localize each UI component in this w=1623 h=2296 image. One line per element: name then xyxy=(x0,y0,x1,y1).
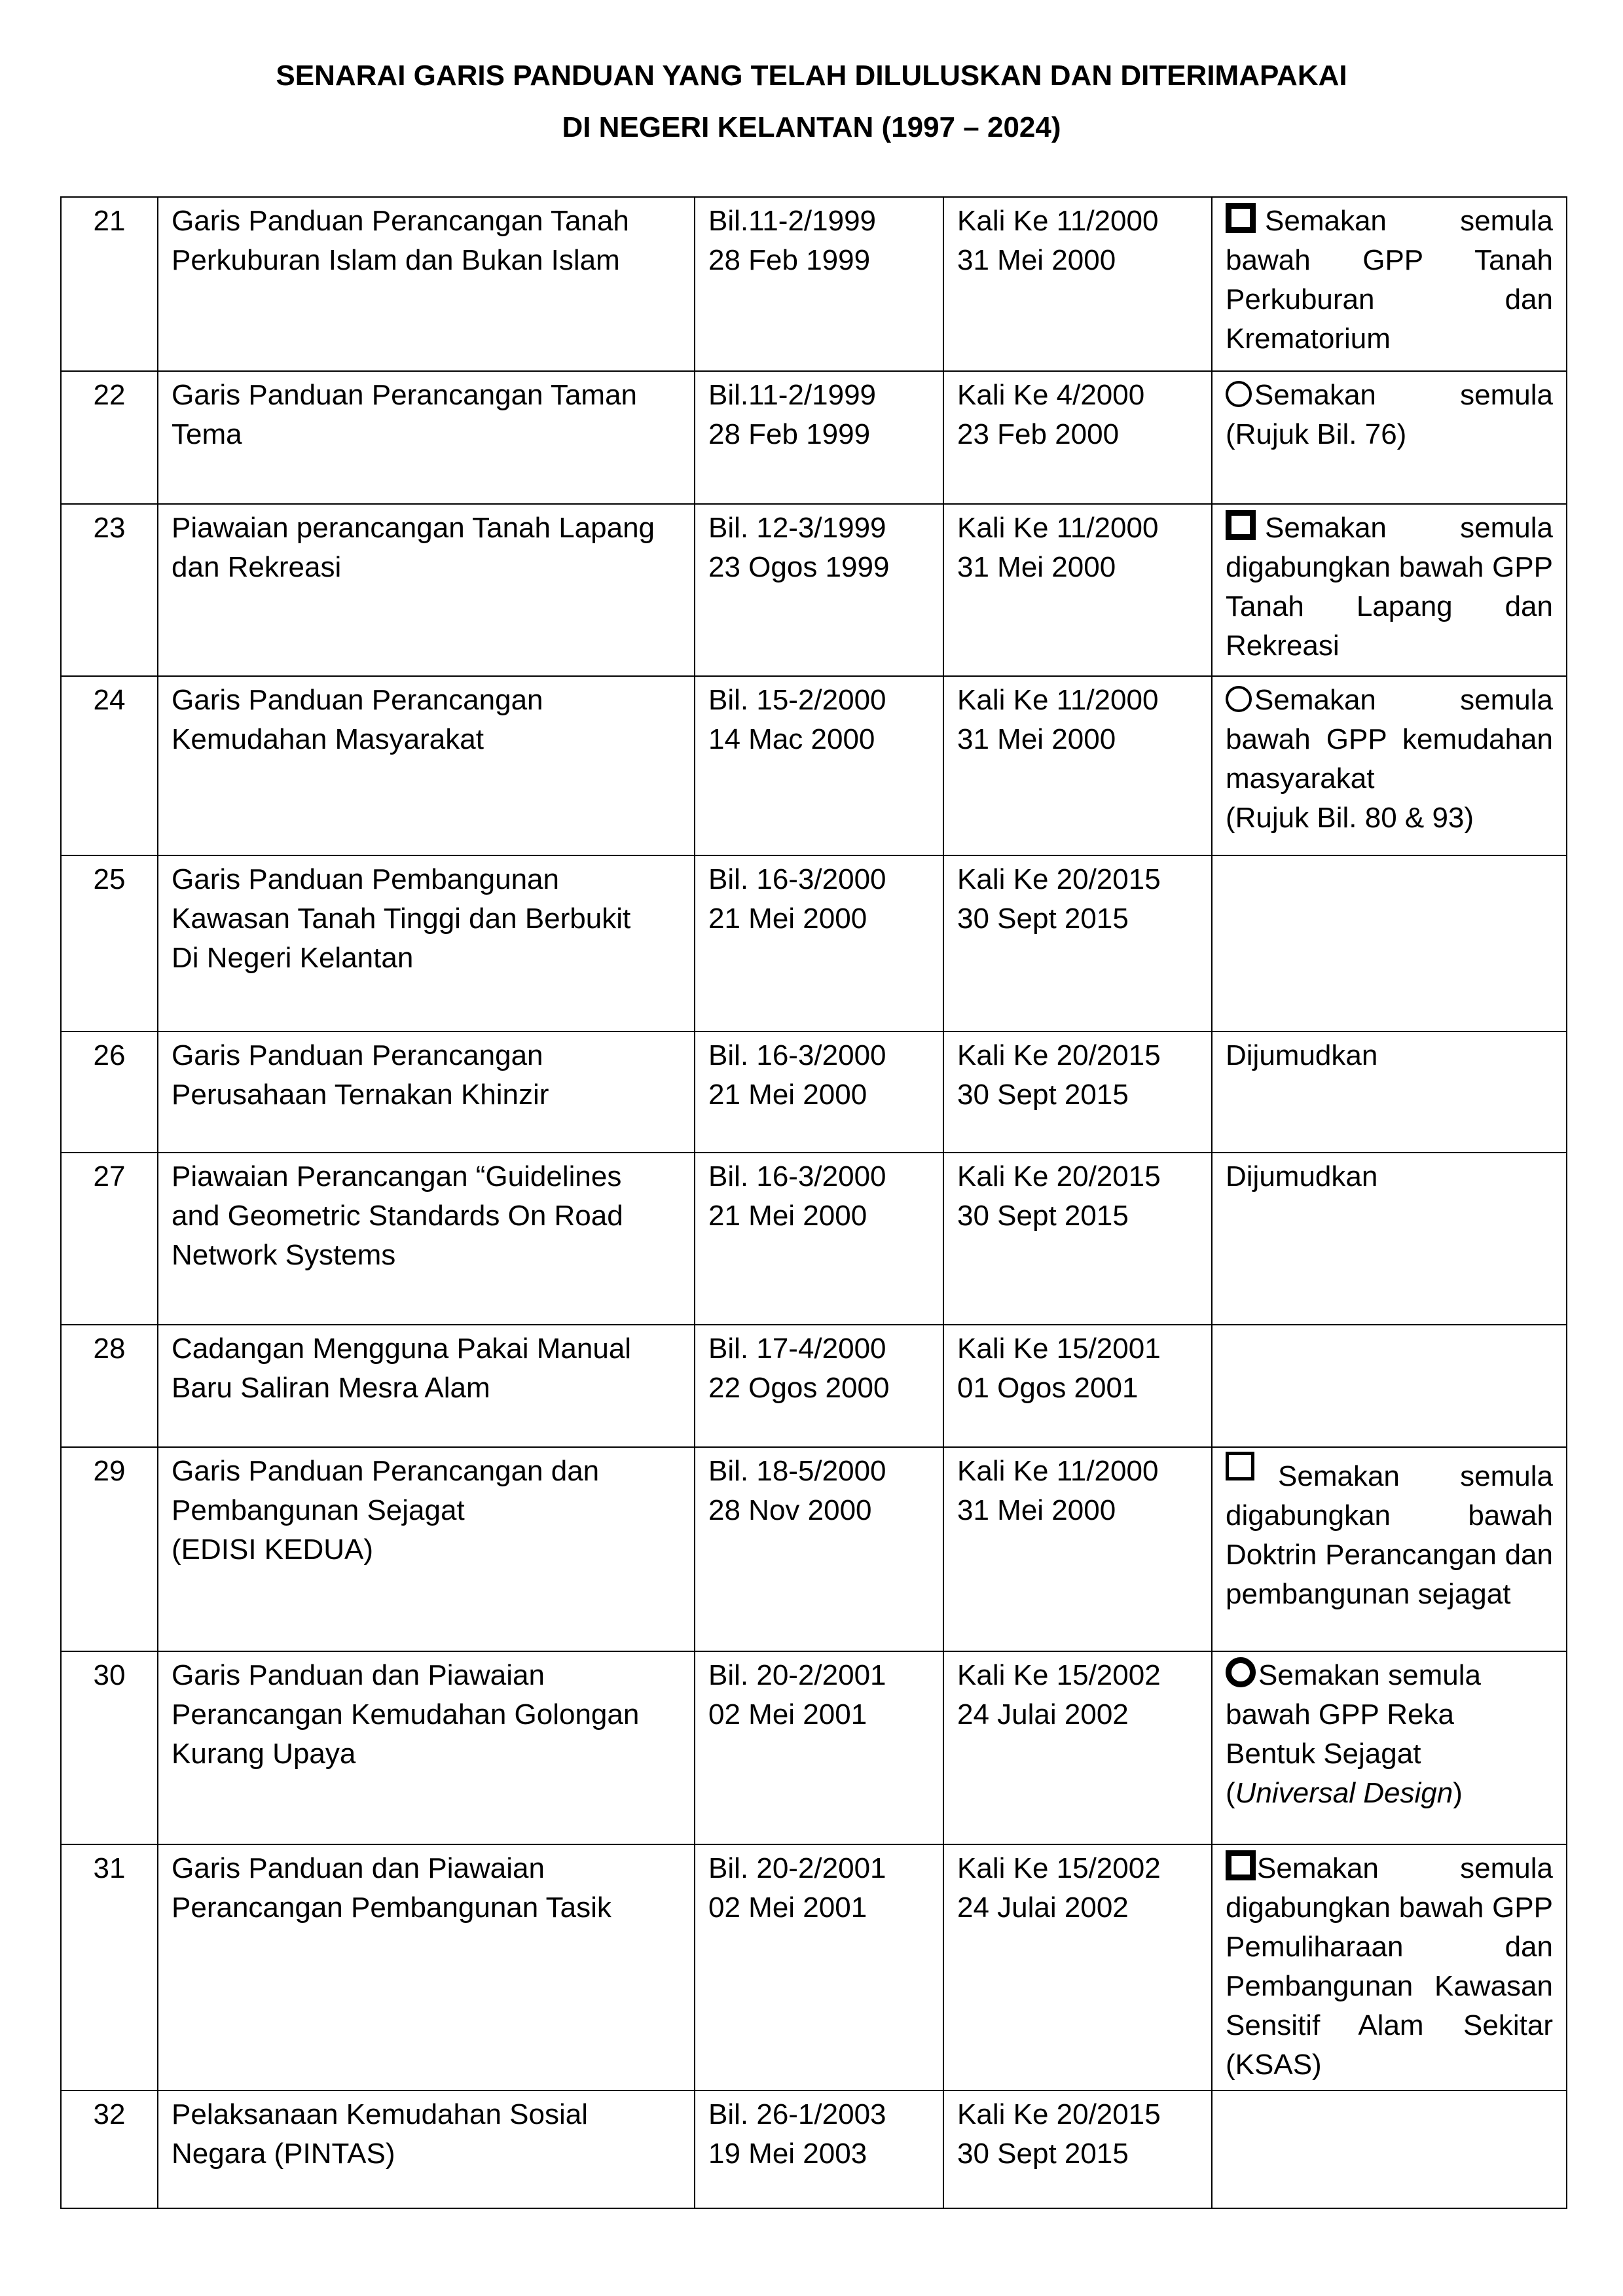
table-row xyxy=(61,1031,1567,1153)
document-title-line1: SENARAI GARIS PANDUAN YANG TELAH DILULUSKAN DAN DITERIMAPAKAI xyxy=(276,60,1347,92)
row-number: 21 xyxy=(61,197,158,371)
row-number: 27 xyxy=(61,1153,158,1325)
row-number: 24 xyxy=(61,676,158,855)
guideline-title: Garis Panduan Perancangan Perusahaan Ternakan Khinzir xyxy=(158,1031,695,1153)
approval-reference: Bil. 20-2/2001 02 Mei 2001 xyxy=(695,1844,943,2090)
circle-icon xyxy=(1226,381,1252,407)
approval-reference: Bil. 16-3/2000 21 Mei 2000 xyxy=(695,1153,943,1325)
remarks: Semakan semula digabungkan bawah Doktrin Perancangan dan pembangunan sejagat xyxy=(1212,1447,1567,1651)
guideline-title: Garis Panduan dan Piawaian Perancangan Pembangunan Tasik xyxy=(158,1844,695,2090)
guidelines-table xyxy=(60,196,1567,2209)
row-number: 30 xyxy=(61,1651,158,1844)
row-number: 32 xyxy=(61,2090,158,2208)
approval-reference: Bil. 26-1/2003 19 Mei 2003 xyxy=(695,2090,943,2208)
guideline-title: Garis Panduan Perancangan Taman Tema xyxy=(158,371,695,504)
row-number: 29 xyxy=(61,1447,158,1651)
approval-reference: Bil.11-2/1999 28 Feb 1999 xyxy=(695,371,943,504)
remarks: Semakan semula digabungkan bawah GPP Pemuliharaan dan Pembangunan Kawasan Sensitif Alam Sekitar (KSAS) xyxy=(1212,1844,1567,2090)
table-row xyxy=(61,1153,1567,1325)
row-number: 25 xyxy=(61,855,158,1031)
remarks xyxy=(1212,2090,1567,2208)
row-number: 26 xyxy=(61,1031,158,1153)
guideline-title: Garis Panduan Pembangunan Kawasan Tanah Tinggi dan Berbukit Di Negeri Kelantan xyxy=(158,855,695,1031)
row-number: 23 xyxy=(61,504,158,676)
meeting-reference: Kali Ke 11/2000 31 Mei 2000 xyxy=(943,1447,1212,1651)
table-row xyxy=(61,676,1567,855)
table-row xyxy=(61,2090,1567,2208)
meeting-reference: Kali Ke 20/2015 30 Sept 2015 xyxy=(943,1031,1212,1153)
guideline-title: Garis Panduan Perancangan Tanah Perkuburan Islam dan Bukan Islam xyxy=(158,197,695,371)
row-number: 22 xyxy=(61,371,158,504)
remarks: Dijumudkan xyxy=(1212,1153,1567,1325)
meeting-reference: Kali Ke 20/2015 30 Sept 2015 xyxy=(943,2090,1212,2208)
approval-reference: Bil. 17-4/2000 22 Ogos 2000 xyxy=(695,1325,943,1447)
row-number: 28 xyxy=(61,1325,158,1447)
outline-square-icon xyxy=(1226,1452,1254,1480)
remarks: Semakan semula bawah GPP Tanah Perkuburan dan Krematorium xyxy=(1212,197,1567,371)
table-row xyxy=(61,1447,1567,1651)
table-row xyxy=(61,197,1567,371)
meeting-reference: Kali Ke 15/2002 24 Julai 2002 xyxy=(943,1651,1212,1844)
meeting-reference: Kali Ke 11/2000 31 Mei 2000 xyxy=(943,676,1212,855)
meeting-reference: Kali Ke 20/2015 30 Sept 2015 xyxy=(943,1153,1212,1325)
document-title-line2: DI NEGERI KELANTAN (1997 – 2024) xyxy=(562,111,1061,143)
meeting-reference: Kali Ke 11/2000 31 Mei 2000 xyxy=(943,197,1212,371)
circle-icon xyxy=(1226,686,1252,712)
table-row xyxy=(61,504,1567,676)
approval-reference: Bil. 18-5/2000 28 Nov 2000 xyxy=(695,1447,943,1651)
remarks xyxy=(1212,1325,1567,1447)
guideline-title: Piawaian perancangan Tanah Lapang dan Rekreasi xyxy=(158,504,695,676)
guideline-title: Piawaian Perancangan “Guidelines and Geometric Standards On Road Network Systems xyxy=(158,1153,695,1325)
filled-square-icon xyxy=(1226,203,1256,233)
table-row xyxy=(61,371,1567,504)
guideline-title: Garis Panduan dan Piawaian Perancangan Kemudahan Golongan Kurang Upaya xyxy=(158,1651,695,1844)
guideline-title: Garis Panduan Perancangan Kemudahan Masyarakat xyxy=(158,676,695,855)
approval-reference: Bil. 12-3/1999 23 Ogos 1999 xyxy=(695,504,943,676)
remarks: Semakan semula bawah GPP kemudahan masyarakat (Rujuk Bil. 80 & 93) xyxy=(1212,676,1567,855)
guideline-title: Cadangan Mengguna Pakai Manual Baru Saliran Mesra Alam xyxy=(158,1325,695,1447)
guideline-title: Pelaksanaan Kemudahan Sosial Negara (PINTAS) xyxy=(158,2090,695,2208)
filled-square-icon xyxy=(1226,510,1256,540)
table-row xyxy=(61,855,1567,1031)
remarks: Semakan semula digabungkan bawah GPP Tanah Lapang dan Rekreasi xyxy=(1212,504,1567,676)
meeting-reference: Kali Ke 15/2002 24 Julai 2002 xyxy=(943,1844,1212,2090)
remarks: Semakan semula (Rujuk Bil. 76) xyxy=(1212,371,1567,504)
meeting-reference: Kali Ke 15/2001 01 Ogos 2001 xyxy=(943,1325,1212,1447)
approval-reference: Bil. 16-3/2000 21 Mei 2000 xyxy=(695,855,943,1031)
approval-reference: Bil. 20-2/2001 02 Mei 2001 xyxy=(695,1651,943,1844)
table-row xyxy=(61,1844,1567,2090)
remarks xyxy=(1212,855,1567,1031)
remarks: Dijumudkan xyxy=(1212,1031,1567,1153)
filled-square-icon xyxy=(1226,1850,1256,1880)
row-number: 31 xyxy=(61,1844,158,2090)
meeting-reference: Kali Ke 4/2000 23 Feb 2000 xyxy=(943,371,1212,504)
meeting-reference: Kali Ke 20/2015 30 Sept 2015 xyxy=(943,855,1212,1031)
bold-circle-icon xyxy=(1226,1657,1256,1687)
meeting-reference: Kali Ke 11/2000 31 Mei 2000 xyxy=(943,504,1212,676)
approval-reference: Bil.11-2/1999 28 Feb 1999 xyxy=(695,197,943,371)
approval-reference: Bil. 15-2/2000 14 Mac 2000 xyxy=(695,676,943,855)
table-row xyxy=(61,1325,1567,1447)
guideline-title: Garis Panduan Perancangan dan Pembangunan Sejagat (EDISI KEDUA) xyxy=(158,1447,695,1651)
table-row xyxy=(61,1651,1567,1844)
approval-reference: Bil. 16-3/2000 21 Mei 2000 xyxy=(695,1031,943,1153)
remarks: Semakan semula bawah GPP Reka Bentuk Sejagat (Universal Design) xyxy=(1212,1651,1567,1844)
